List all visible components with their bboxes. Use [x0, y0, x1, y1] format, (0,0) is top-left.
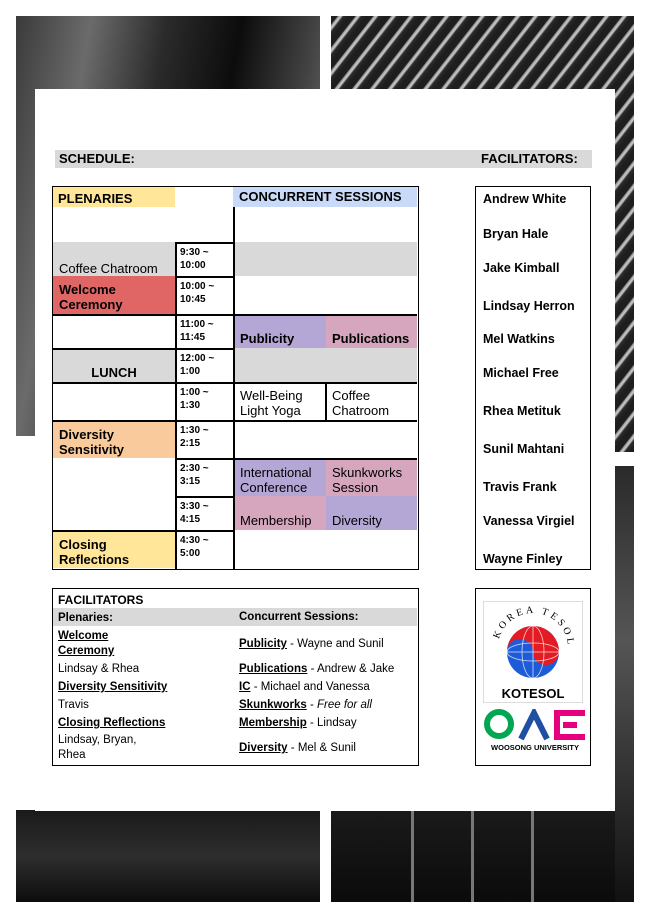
legend-session-row — [239, 680, 370, 695]
time-slot: 10:00 ~ 10:45 — [180, 281, 215, 305]
facilitator-name: Michael Free — [483, 366, 559, 380]
plenary-lunch: LUNCH — [91, 365, 137, 380]
session-publicity: Publicity — [240, 331, 295, 346]
plenary-welcome-ceremony: Welcome Ceremony — [59, 282, 123, 312]
facilitator-name: Andrew White — [483, 192, 567, 206]
schedule-heading: SCHEDULE: — [59, 151, 135, 166]
legend-session-people: - Andrew & Jake — [307, 663, 395, 675]
facilitator-name: Jake Kimball — [483, 261, 560, 275]
time-slot: 1:30 ~ 2:15 — [180, 425, 209, 449]
grid-line — [175, 242, 177, 569]
kotesol-label: KOTESOL — [501, 686, 565, 701]
time-slot: 4:30 ~ 5:00 — [180, 535, 209, 559]
legend-title: FACILITATORS — [58, 593, 144, 607]
grid-line — [175, 242, 234, 244]
grid-line — [325, 382, 327, 420]
time-slot: 9:30 ~ 10:00 — [180, 247, 209, 271]
time-slot: 12:00 ~ 1:00 — [180, 353, 215, 377]
plenaries-header: PLENARIES — [53, 187, 175, 207]
plenary-diversity-sensitivity: Diversity Sensitivity — [59, 427, 125, 457]
legend-session-name: Diversity — [239, 742, 288, 754]
facilitator-name: Wayne Finley — [483, 552, 563, 566]
grid-line — [53, 348, 234, 350]
coffee-concurrent-fill — [234, 242, 417, 276]
grid-line — [233, 242, 235, 569]
legend-session-row — [239, 741, 356, 756]
background-photo-edge — [615, 466, 634, 902]
session-wellbeing-yoga: Well-Being Light Yoga — [240, 388, 303, 418]
facilitator-name: Travis Frank — [483, 480, 557, 494]
grid-line — [53, 530, 234, 532]
facilitator-name: Mel Watkins — [483, 332, 555, 346]
legend-session-people: - Mel & Sunil — [287, 742, 356, 754]
background-photo-bottom-right — [331, 810, 615, 902]
logo-box — [475, 588, 591, 766]
legend-session-row — [239, 716, 357, 731]
legend-plenary-name: Diversity Sensitivity — [58, 681, 168, 693]
grid-line — [175, 276, 234, 278]
section-header-bar — [55, 150, 592, 168]
concurrent-subheading: Concurrent Sessions: — [239, 611, 359, 623]
legend-session-note: Free for all — [316, 699, 372, 711]
legend-session-row — [239, 698, 372, 713]
schedule-grid — [52, 186, 419, 570]
facilitators-list — [475, 186, 591, 570]
kotesol-logo — [484, 602, 582, 702]
lunch-concurrent-fill — [234, 348, 417, 382]
concurrent-sessions-header: CONCURRENT SESSIONS — [233, 187, 417, 207]
session-skunkworks: Skunkworks Session — [332, 465, 403, 495]
time-slot: 1:00 ~ 1:30 — [180, 387, 209, 411]
rail-line — [531, 810, 534, 902]
legend-session-name: IC — [239, 681, 251, 693]
plenaries-subheading: Plenaries: — [58, 612, 113, 624]
legend-session-people: - — [306, 699, 317, 711]
background-photo-bottom-left — [16, 810, 320, 902]
time-slot: 2:30 ~ 3:15 — [180, 463, 209, 487]
plenary-closing-reflections: Closing Reflections — [59, 537, 130, 567]
grid-line — [53, 420, 417, 422]
grid-line — [233, 207, 235, 242]
session-membership: Membership — [240, 513, 312, 528]
time-slot: 11:00 ~ 11:45 — [180, 319, 214, 343]
legend-session-people: - Wayne and Sunil — [286, 638, 384, 650]
legend-session-people: - Lindsay — [306, 717, 357, 729]
kotesol-globe-icon — [484, 602, 582, 686]
facilitators-legend — [52, 588, 419, 766]
facilitator-name: Lindsay Herron — [483, 299, 575, 313]
facilitators-heading: FACILITATORS: — [481, 151, 578, 166]
kotesol-ring-text: KOREA TESOL — [491, 604, 577, 648]
session-coffee-chatroom: Coffee Chatroom — [332, 388, 390, 418]
legend-session-name: Publicity — [239, 638, 287, 650]
woosong-emblem-icon — [481, 709, 589, 743]
facilitator-name: Bryan Hale — [483, 227, 549, 241]
time-slot: 3:30 ~ 4:15 — [180, 501, 209, 525]
facilitator-name: Sunil Mahtani — [483, 442, 565, 456]
grid-line — [175, 458, 417, 460]
facilitator-name: Vanessa Virgiel — [483, 514, 575, 528]
legend-session-name: Publications — [239, 663, 308, 675]
legend-session-row — [239, 662, 394, 677]
legend-plenary-people: Travis — [58, 699, 89, 711]
rail-line — [471, 810, 474, 902]
legend-plenary-name: Closing Reflections — [58, 717, 166, 729]
facilitator-name: Rhea Metituk — [483, 404, 561, 418]
legend-session-name: Membership — [239, 717, 307, 729]
legend-plenary-people: Lindsay & Rhea — [58, 663, 140, 675]
woosong-label: WOOSONG UNIVERSITY — [491, 743, 579, 752]
plenary-coffee-chatroom: Coffee Chatroom — [59, 261, 158, 276]
session-publications: Publications — [332, 331, 410, 346]
session-international-conference: International Conference — [240, 465, 312, 495]
grid-line — [175, 496, 234, 498]
legend-plenary-name: Welcome Ceremony — [58, 630, 115, 657]
legend-session-people: - Michael and Vanessa — [250, 681, 370, 693]
legend-session-row — [239, 637, 384, 652]
woosong-logo — [481, 709, 589, 752]
legend-plenary-people: Lindsay, Bryan, Rhea — [58, 734, 137, 761]
grid-line — [53, 382, 417, 384]
session-diversity: Diversity — [332, 513, 382, 528]
grid-line — [53, 314, 417, 316]
rail-line — [411, 810, 414, 902]
legend-session-name: Skunkworks — [239, 699, 307, 711]
